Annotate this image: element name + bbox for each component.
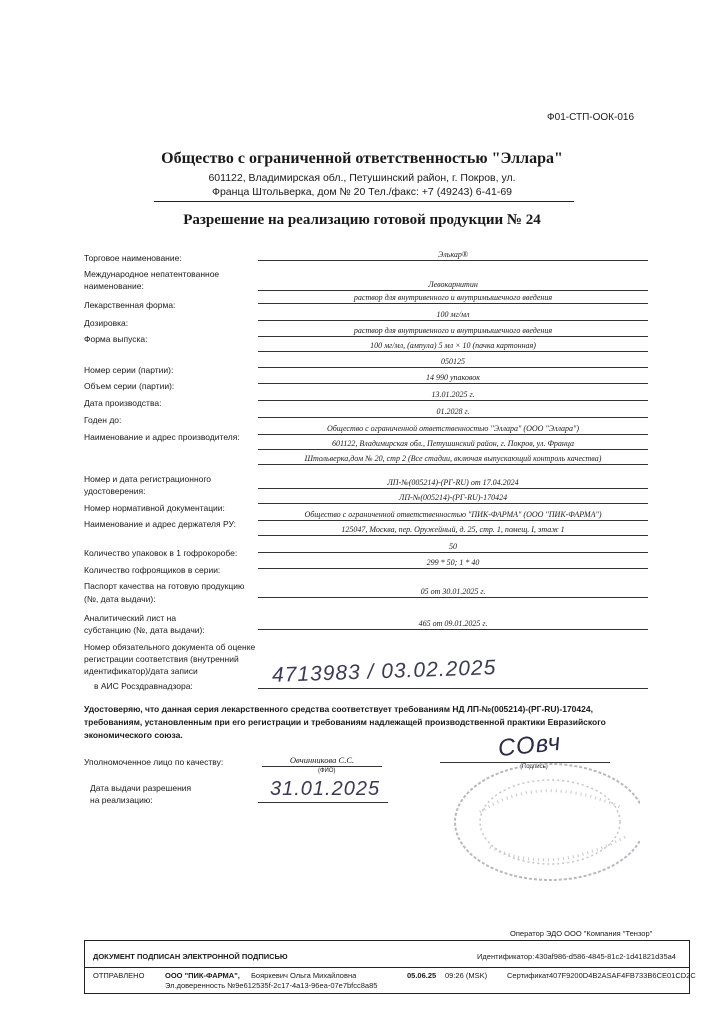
document-title: Разрешение на реализацию готовой продукции № 24: [183, 212, 541, 228]
ais-handwritten-value: 4713983 / 03.02.2025: [271, 656, 497, 687]
series-line: [258, 367, 648, 368]
certification-line-1: Удостоверяю, что данная серия лекарственного средства соответствует требованиям НД ЛП-№(005214)-(РГ-RU)-170424,: [84, 704, 593, 714]
issue-date-handwritten: 31.01.2025: [270, 778, 381, 800]
passport-label-1: Паспорт качества на готовую продукцию: [84, 581, 245, 591]
dose-line: [258, 320, 648, 321]
qualified-person-label: Уполномоченное лицо по качеству:: [84, 757, 224, 767]
qp-name-value: Овчинникова С.С.: [289, 755, 355, 765]
ais-label-4: в АИС Росздравнадзора:: [94, 681, 193, 691]
inn-line: [258, 290, 648, 291]
analytic-value: 465 от 09.01.2025 г.: [418, 619, 488, 628]
holder-line-1: [258, 520, 648, 521]
trade-name-line: [258, 260, 648, 261]
dose-value: 100 мг/мл: [436, 310, 470, 319]
packs-per-box-line: [258, 552, 648, 553]
analytic-label-1: Аналитический лист на: [84, 613, 177, 623]
footer-divider: [85, 967, 689, 968]
release-form-line-1: [258, 336, 648, 337]
form-label: Лекарственная форма:: [84, 300, 176, 310]
analytic-label-2: субстанцию (№, дата выдачи):: [84, 625, 205, 635]
certification-line-2: требованиям, установленным при его регистрации и требованиям надлежащей производственной практики Евразийского: [84, 717, 606, 727]
inn-value: Левокарнитин: [428, 280, 478, 289]
sent-time: 09:26 (MSK): [445, 971, 488, 980]
certificate-value: 407F9200D4B2ASAF4FB733B6CE01CD2C: [549, 971, 696, 980]
production-date-label: Дата производства:: [84, 398, 162, 408]
edo-operator: Оператор ЭДО ООО "Компания "Тензор": [510, 929, 653, 938]
registration-label-1: Номер и дата регистрационного: [84, 474, 212, 484]
e-signature-block: [84, 940, 696, 994]
expiry-label: Годен до:: [84, 415, 122, 425]
round-seal-stamp: [420, 752, 640, 882]
sender-person: Бояркевич Ольга Михайловна: [251, 971, 357, 980]
normative-doc-line: [258, 503, 648, 504]
header-divider: [154, 201, 574, 202]
holder-line-2: [258, 535, 648, 536]
expiry-line: [258, 417, 648, 418]
volume-value: 14 990 упаковок: [425, 373, 481, 382]
sent-date: 05.06.25: [407, 971, 437, 980]
manufacturer-line-1: [258, 434, 648, 435]
certificate-label: Сертификат: [507, 971, 550, 980]
volume-label: Объем серии (партии):: [84, 381, 175, 391]
registration-label-2: удостоверения:: [84, 486, 146, 496]
trade-name-value: Элькар®: [438, 250, 468, 259]
boxes-line: [258, 568, 648, 569]
release-form-value-1: раствор для внутривенного и внутримышечного введения: [353, 326, 553, 335]
analytic-line: [258, 629, 648, 630]
packs-per-box-label: Количество упаковок в 1 гофрокоробе:: [84, 548, 238, 558]
signed-notice: ДОКУМЕНТ ПОДПИСАН ЭЛЕКТРОННОЙ ПОДПИСЬЮ: [93, 952, 288, 961]
form-value: раствор для внутривенного и внутримышечного введения: [353, 293, 553, 302]
ais-label-3: идентификатор)/дата записи: [84, 666, 198, 676]
qp-signature: СОвч: [496, 728, 563, 763]
holder-value-2: 125047, Москва, пер. Оружейный, д. 25, стр. 1, помещ. I, этаж 1: [341, 525, 565, 534]
passport-value: 05 от 30.01.2025 г.: [420, 587, 486, 596]
identifier-value: 430af986-d586-4845-81c2-1d41821d35a4: [535, 952, 676, 961]
holder-value-1: Общество с ограниченной ответственностью "ПИК-ФАРМА" (ООО "ПИК-ФАРМА"): [304, 510, 602, 519]
sent-label: ОТПРАВЛЕНО: [93, 971, 145, 980]
organization-address-line-2: Франца Штольверка, дом № 20 Тел./факс: +7 (49243) 6-41-69: [211, 186, 512, 198]
issue-date-line: [258, 802, 388, 803]
dose-label: Дозировка:: [84, 318, 129, 328]
ais-line: [258, 688, 648, 689]
release-form-line-2: [258, 351, 648, 352]
power-of-attorney: Эл.доверенность №9e612535f-2c17-4a13-96ea-07e7bfcc8a85: [165, 981, 378, 990]
certification-line-3: экономического союза.: [84, 730, 183, 740]
volume-line: [258, 383, 648, 384]
sender-company: ООО "ПИК-ФАРМА",: [165, 971, 240, 980]
boxes-value: 299 * 50; 1 * 40: [426, 558, 480, 567]
ais-label-1: Номер обязательного документа об оценке: [84, 642, 256, 652]
ais-label-2: регистрации соответствия (внутренний: [84, 654, 239, 664]
manufacturer-value-2: 601122, Владимирская обл., Петушинский район, г. Покров, ул. Франца: [331, 439, 574, 448]
passport-line: [258, 597, 648, 598]
manufacturer-line-2: [258, 449, 648, 450]
trade-name-label: Торговое наименование:: [84, 253, 182, 263]
inn-label-1: Международное непатентованное: [84, 269, 220, 279]
fio-caption: (ФИО): [318, 768, 336, 774]
qp-name-line: [262, 766, 382, 767]
organization-name: Общество с ограниченной ответственностью "Эллара": [161, 150, 563, 167]
inn-label-2: наименование:: [84, 281, 144, 291]
issue-date-label-1: Дата выдачи разрешения: [90, 783, 192, 793]
form-line: [258, 303, 648, 304]
registration-value: ЛП-№(005214)-(РГ-RU) от 17.04.2024: [387, 478, 519, 487]
series-value: 050125: [441, 357, 465, 366]
production-date-value: 13.01.2025 г.: [431, 390, 475, 399]
organization-address-line-1: 601122, Владимирская обл., Петушинский район, г. Покров, ул.: [208, 172, 516, 184]
identifier-label: Идентификатор:: [477, 952, 535, 961]
release-form-value-2: 100 мг/мл, (ампула) 5 мл × 10 (пачка картонная): [370, 341, 536, 350]
expiry-value: 01.2028 г.: [436, 407, 470, 416]
signature-caption: (Подпись): [520, 764, 548, 770]
packs-per-box-value: 50: [449, 542, 457, 551]
manufacturer-line-3: [258, 464, 648, 465]
series-label: Номер серии (партии):: [84, 365, 174, 375]
normative-doc-value: ЛП-№(005214)-(РГ-RU)-170424: [398, 493, 508, 502]
holder-label: Наименование и адрес держателя РУ:: [84, 519, 237, 529]
normative-doc-label: Номер нормативной документации:: [84, 503, 225, 513]
production-date-line: [258, 400, 648, 401]
registration-line: [258, 488, 648, 489]
document-code: Ф01-СТП-ООК-016: [547, 112, 634, 123]
manufacturer-label: Наименование и адрес производителя:: [84, 432, 240, 442]
issue-date-label-2: на реализацию:: [90, 795, 153, 805]
manufacturer-value-3: Штольверка,дом № 20, стр 2 (Все стадии, включая выпускающий контроль качества): [304, 454, 602, 463]
release-form-label: Форма выпуска:: [84, 334, 148, 344]
manufacturer-value-1: Общество с ограниченной ответственностью "Эллара" (ООО "Эллара"): [326, 424, 580, 433]
boxes-label: Количество гофроящиков в серии:: [84, 565, 221, 575]
passport-label-2: (№, дата выдачи):: [84, 594, 156, 604]
